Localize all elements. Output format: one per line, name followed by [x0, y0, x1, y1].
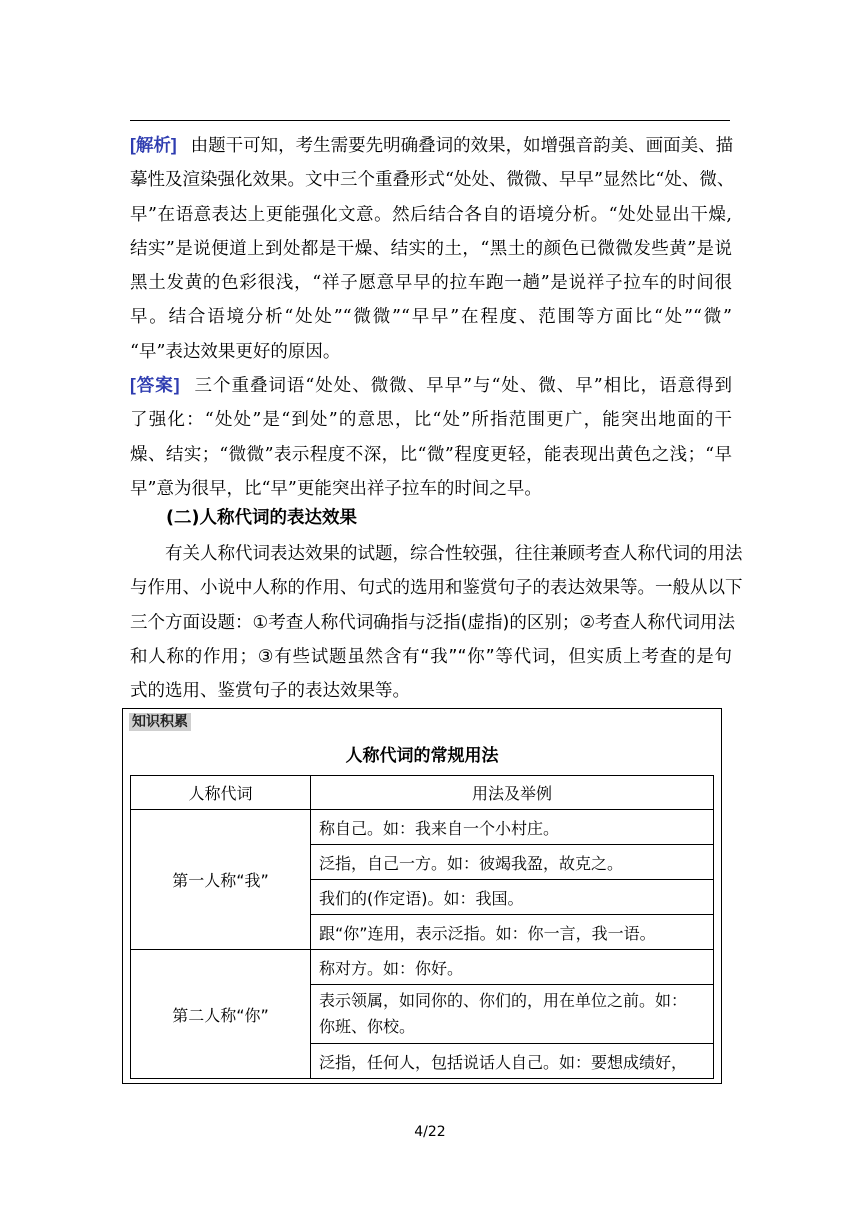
usage-cell: 跟“你”连用，表示泛指。如：你一言，我一语。: [311, 915, 714, 950]
intro-line: 三个方面设题：①考查人称代词确指与泛指(虚指)的区别；②考查人称代词用法: [130, 612, 736, 633]
usage-cell: 泛指，自己一方。如：彼竭我盈，故克之。: [311, 845, 714, 880]
analysis-paragraph: [130, 128, 735, 369]
analysis-line: 早。结合语境分析“处处”“微微”“早早”在程度、范围等方面比“处”“微”: [130, 307, 732, 328]
section-heading: (二)人称代词的表达效果: [166, 508, 357, 528]
usage-cell: 泛指，任何人，包括说话人自己。如：要想成绩好，: [311, 1044, 714, 1079]
knowledge-badge: 知识积累: [129, 713, 191, 731]
usage-cell: 我们的(作定语)。如：我国。: [311, 880, 714, 915]
intro-line: 式的选用、鉴赏句子的表达效果等。: [130, 681, 410, 702]
knowledge-box: [122, 708, 722, 1084]
table-header-row: [131, 776, 714, 810]
analysis-line: 由题干可知，考生需要先明确叠词的效果，如增强音韵美、画面美、描: [190, 136, 734, 156]
second-person-label: 第二人称“你”: [131, 950, 311, 1079]
usage-cell: [311, 985, 714, 1044]
table-row: [131, 810, 714, 845]
analysis-line: 黑土发黄的色彩很浅，“祥子愿意早早的拉车跑一趟”是说祥子拉车的时间很: [130, 273, 732, 294]
usage-line: 你班、你校。: [319, 1017, 416, 1036]
analysis-line: “早”表达效果更好的原因。: [130, 341, 341, 362]
usage-line: 表示领属，如同你的、你们的，用在单位之前。如：: [319, 991, 688, 1010]
answer-paragraph: [130, 368, 732, 506]
usage-cell: 称自己。如：我来自一个小村庄。: [311, 810, 714, 845]
answer-line: 三个重叠词语“处处、微微、早早”与“处、微、早”相比，语意得到: [193, 376, 732, 396]
intro-line: 和人称的作用；③有些试题虽然含有“我”“你”等代词，但实质上考查的是句: [130, 646, 732, 667]
usage-cell: 称对方。如：你好。: [311, 950, 714, 985]
column-header: 人称代词: [131, 776, 311, 810]
table-title: 人称代词的常规用法: [345, 746, 499, 766]
column-header: 用法及举例: [311, 776, 714, 810]
answer-tag: [答案]: [130, 375, 180, 395]
analysis-line: 结实”是说便道上到处都是干燥、结实的土，“黑土的颜色已微微发些黄”是说: [130, 238, 732, 259]
first-person-label: 第一人称“我”: [131, 810, 311, 950]
analysis-tag: [解析]: [130, 135, 177, 155]
answer-line: 早”意为很早，比“早”更能突出祥子拉车的时间之早。: [130, 478, 542, 499]
pronoun-usage-table: [130, 775, 714, 1079]
table-row: [131, 950, 714, 985]
intro-paragraph: [130, 537, 743, 708]
analysis-line: 摹性及渲染强化效果。文中三个重叠形式“处处、微微、早早”显然比“处、微、: [130, 170, 735, 191]
intro-line: 有关人称代词表达效果的试题，综合性较强，往往兼顾考查人称代词的用法: [165, 544, 743, 564]
analysis-line: 早”在语意表达上更能强化文意。然后结合各自的语境分析。“处处显出干燥,: [130, 204, 732, 225]
header-rule: [130, 120, 730, 121]
page-number: 4/22: [414, 1124, 446, 1140]
answer-line: 燥、结实；“微微”表示程度不深，比“微”程度更轻，能表现出黄色之浅；“早: [130, 444, 732, 465]
intro-line: 与作用、小说中人称的作用、句式的选用和鉴赏句子的表达效果等。一般从以下: [130, 578, 743, 599]
answer-line: 了强化：“处处”是“到处”的意思，比“处”所指范围更广，能突出地面的干: [130, 410, 732, 431]
